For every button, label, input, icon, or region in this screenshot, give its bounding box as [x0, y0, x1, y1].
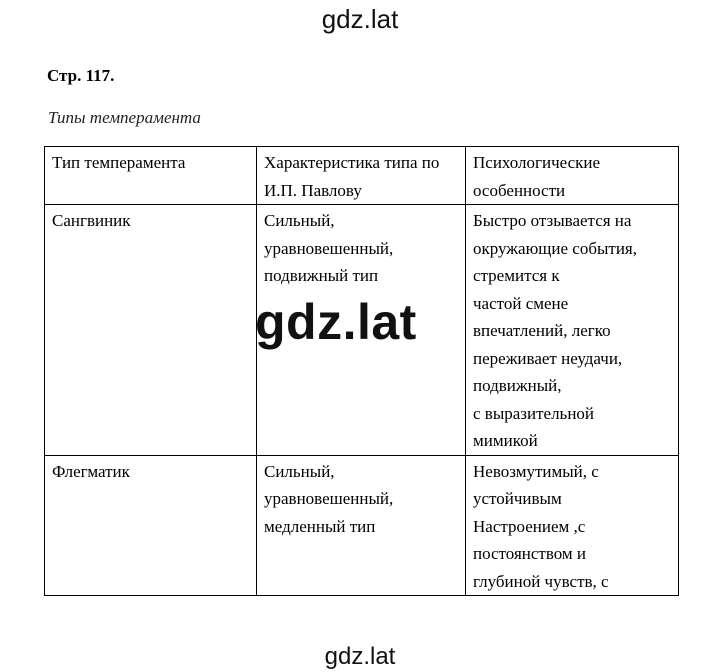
- cell-line: Психологические: [473, 153, 601, 172]
- cell-type: [45, 455, 257, 596]
- cell-line: впечатлений, легко: [473, 321, 611, 340]
- watermark-bottom: gdz.lat: [324, 643, 396, 670]
- cell-type: [45, 205, 257, 456]
- cell-line: мимикой: [473, 431, 538, 450]
- cell-line: переживает неудачи,: [473, 348, 623, 368]
- cell-characteristic: [257, 455, 466, 596]
- cell-line: Сангвиник: [52, 211, 131, 230]
- cell-line: Сильный,: [264, 211, 335, 230]
- cell-line: Настроением ,с: [473, 516, 586, 536]
- cell-features: [466, 205, 679, 456]
- section-subtitle: Типы темперамента: [48, 108, 201, 127]
- table-row: [45, 455, 679, 596]
- cell-line: И.П. Павлову: [264, 180, 362, 200]
- cell-line: постоянством и: [473, 544, 587, 563]
- cell-line: Характеристика типа по: [264, 153, 440, 172]
- cell-line: частой смене: [473, 293, 569, 313]
- cell-line: уравновешенный,: [264, 238, 394, 258]
- watermark-top: gdz.lat: [321, 4, 399, 34]
- cell-line: устойчивым: [473, 489, 562, 508]
- cell-features: [466, 455, 679, 596]
- cell-line: Флегматик: [52, 461, 130, 481]
- temperament-table: [44, 146, 679, 596]
- cell-line: Тип темперамента: [52, 153, 186, 172]
- table-header-row: [45, 147, 679, 205]
- cell-line: подвижный тип: [264, 266, 379, 285]
- cell-line: подвижный,: [473, 376, 562, 395]
- cell-line: Быстро отзывается на: [473, 211, 632, 230]
- cell-line: Невозмутимый, с: [473, 461, 599, 481]
- header-cell-features: [466, 147, 679, 205]
- cell-line: Сильный,: [264, 461, 335, 481]
- page-title: Стр. 117.: [47, 66, 115, 85]
- cell-line: особенности: [473, 180, 566, 200]
- cell-line: с выразительной: [473, 403, 595, 423]
- header-cell-type: [45, 147, 257, 205]
- cell-line: медленный тип: [264, 516, 376, 536]
- cell-line: уравновешенный,: [264, 489, 394, 508]
- cell-line: стремится к: [473, 266, 560, 285]
- header-cell-characteristic: [257, 147, 466, 205]
- watermark-center: gdz.lat: [255, 294, 417, 350]
- cell-line: окружающие события,: [473, 238, 637, 258]
- cell-line: глубиной чувств, с: [473, 571, 609, 591]
